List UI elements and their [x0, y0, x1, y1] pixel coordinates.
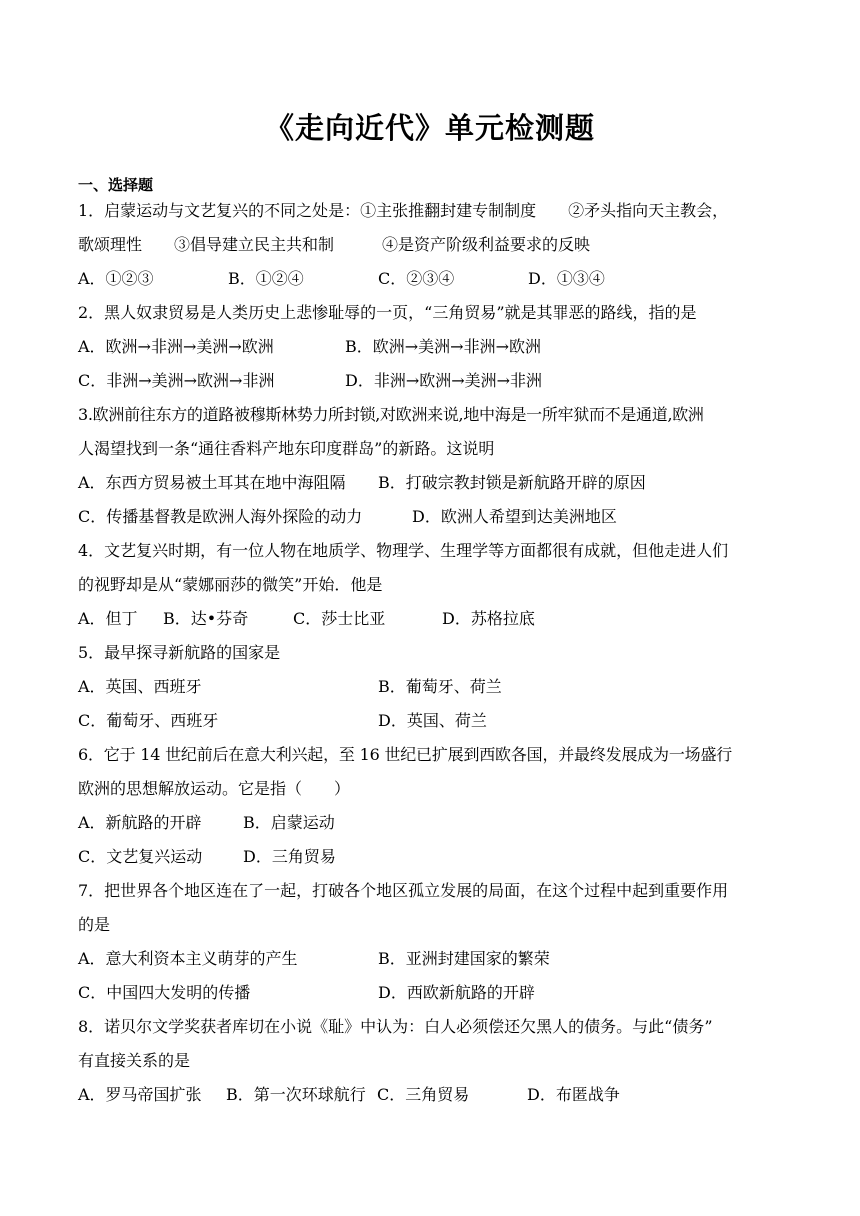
- question-1-option-a: A．①②③: [78, 269, 154, 288]
- question-7-option-c: C．中国四大发明的传播: [78, 983, 251, 1002]
- question-4-option-d: D．苏格拉底: [442, 609, 535, 628]
- question-3-line-2: 人渴望找到一条“通往香料产地东印度群岛”的新路。这说明: [78, 439, 495, 458]
- question-4-line-2: 的视野却是从“蒙娜丽莎的微笑”开始．他是: [78, 575, 383, 594]
- question-7-line-1: 7．把世界各个地区连在了一起，打破各个地区孤立发展的局面，在这个过程中起到重要作用: [78, 881, 729, 900]
- question-3-option-c: C．传播基督教是欧洲人海外探险的动力: [78, 507, 363, 526]
- question-5-option-b: B．葡萄牙、荷兰: [378, 677, 502, 696]
- question-4-option-a: A．但丁: [78, 609, 138, 628]
- question-8-option-b: B．第一次环球航行: [226, 1085, 366, 1104]
- question-2-option-c: C．非洲→美洲→欧洲→非洲: [78, 371, 275, 390]
- question-1-option-c: C．②③④: [378, 269, 455, 288]
- question-8-line-2: 有直接关系的是: [78, 1051, 191, 1070]
- question-7-line-2: 的是: [78, 915, 111, 934]
- question-7-option-d: D．西欧新航路的开辟: [378, 983, 535, 1002]
- question-5-option-d: D．英国、荷兰: [378, 711, 487, 730]
- section-heading: 一、选择题: [78, 176, 154, 194]
- question-3-option-a: A．东西方贸易被土耳其在地中海阻隔: [78, 473, 346, 492]
- question-6-option-b: B．启蒙运动: [243, 813, 335, 832]
- question-8-option-c: C．三角贸易: [377, 1085, 470, 1104]
- question-2-option-d: D．非洲→欧洲→美洲→非洲: [345, 371, 543, 390]
- question-4-option-c: C．莎士比亚: [293, 609, 386, 628]
- question-2-option-a: A．欧洲→非洲→美洲→欧洲: [78, 337, 274, 356]
- question-6-option-a: A．新航路的开辟: [78, 813, 202, 832]
- question-3-option-b: B．打破宗教封锁是新航路开辟的原因: [378, 473, 646, 492]
- question-5-option-c: C．葡萄牙、西班牙: [78, 711, 219, 730]
- question-5-option-a: A．英国、西班牙: [78, 677, 202, 696]
- question-8-option-a: A．罗马帝国扩张: [78, 1085, 202, 1104]
- question-2-line-1: 2．黑人奴隶贸易是人类历史上悲惨耻辱的一页，“三角贸易”就是其罪恶的路线，指的是: [78, 303, 697, 322]
- question-7-option-b: B．亚洲封建国家的繁荣: [378, 949, 550, 968]
- question-1-line-1: 1．启蒙运动与文艺复兴的不同之处是：①主张推翻封建专制制度 ②矛头指向天主教会，: [78, 201, 729, 220]
- question-4-line-1: 4．文艺复兴时期，有一位人物在地质学、物理学、生理学等方面都很有成就，但他走进人们: [78, 541, 729, 560]
- question-3-option-d: D．欧洲人希望到达美洲地区: [412, 507, 617, 526]
- question-3-line-1: 3.欧洲前往东方的道路被穆斯林势力所封锁,对欧洲来说,地中海是一所牢狱而不是通道,欧洲: [78, 405, 704, 424]
- question-6-option-c: C．文艺复兴运动: [78, 847, 203, 866]
- question-1-option-b: B．①②④: [228, 269, 304, 288]
- question-8-option-d: D．布匿战争: [527, 1085, 620, 1104]
- question-7-option-a: A．意大利资本主义萌芽的产生: [78, 949, 298, 968]
- question-2-option-b: B．欧洲→美洲→非洲→欧洲: [345, 337, 541, 356]
- page-title: 《走向近代》单元检测题: [264, 111, 595, 145]
- question-5-line-1: 5．最早探寻新航路的国家是: [78, 643, 281, 662]
- question-1-option-d: D．①③④: [528, 269, 605, 288]
- question-4-option-b: B．达•芬奇: [163, 609, 249, 628]
- question-1-line-2: 歌颂理性 ③倡导建立民主共和制 ④是资产阶级利益要求的反映: [78, 235, 591, 254]
- question-8-line-1: 8．诺贝尔文学奖获者库切在小说《耻》中认为：白人必须偿还欠黑人的债务。与此“债务”: [78, 1017, 713, 1036]
- question-6-line-2: 欧洲的思想解放运动。它是指（ ）: [78, 779, 351, 798]
- question-6-line-1: 6．它于 14 世纪前后在意大利兴起，至 16 世纪已扩展到西欧各国，并最终发展成为一场盛行: [78, 745, 733, 764]
- question-6-option-d: D．三角贸易: [243, 847, 336, 866]
